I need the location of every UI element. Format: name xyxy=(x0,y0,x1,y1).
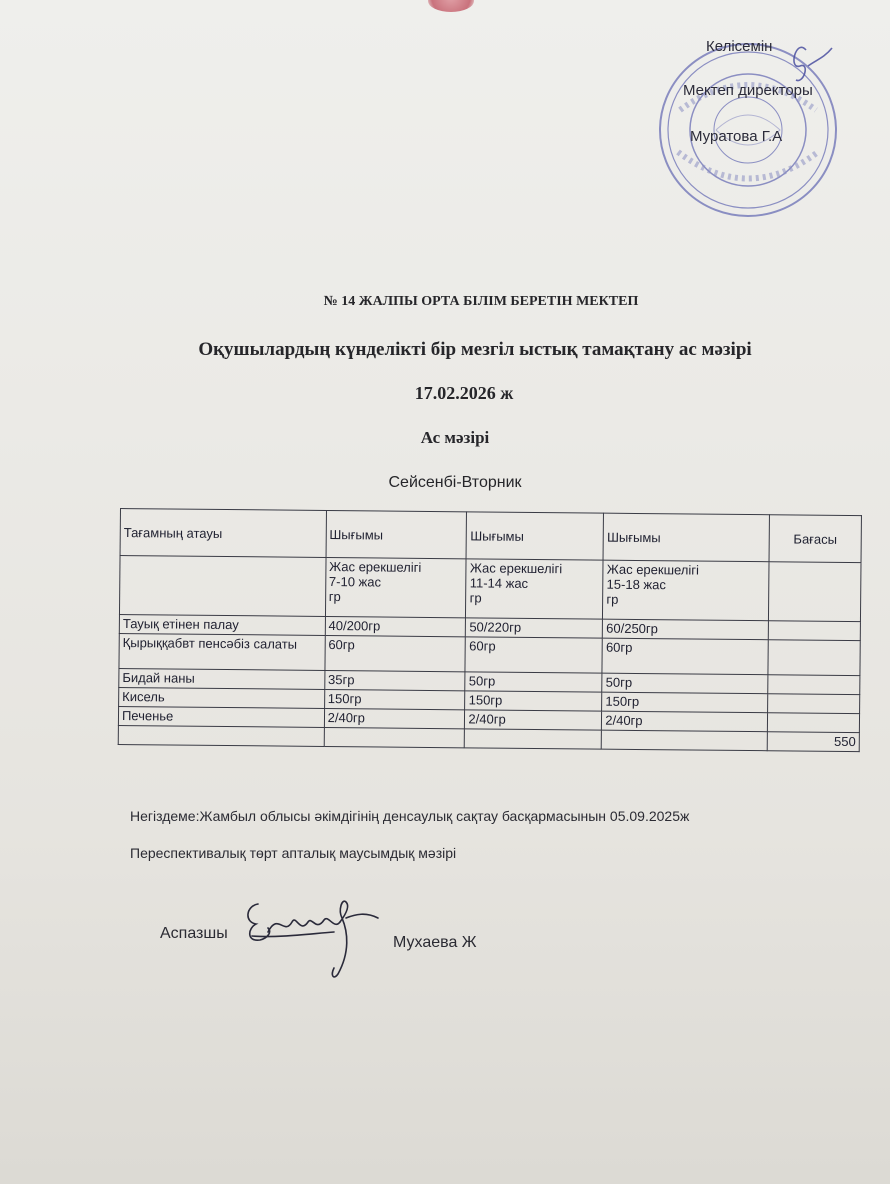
price-cell xyxy=(768,675,860,695)
approval-position: Мектеп директоры xyxy=(683,82,813,99)
age-range: 15-18 жас xyxy=(606,576,666,593)
age-group-cell xyxy=(466,559,603,619)
table-cell xyxy=(602,730,768,751)
approval-name: Муратова Г.А xyxy=(690,128,783,145)
menu-note: Переспективалық төрт апталық маусымдық мәзірі xyxy=(130,845,457,861)
table-header-row xyxy=(120,509,861,563)
portion-15-18: 150гр xyxy=(602,692,768,713)
portion-15-18: 60гр xyxy=(602,638,768,675)
column-header: Тағамның атауы xyxy=(120,509,326,558)
table-cell xyxy=(118,725,324,746)
approval-block xyxy=(0,0,890,160)
portion-15-18: 50гр xyxy=(602,673,768,694)
approval-agreed: Келісемін xyxy=(706,38,773,55)
signature-role: Аспазшы xyxy=(160,925,228,942)
age-range: 7-10 жас xyxy=(328,574,382,590)
menu-day: Сейсенбі-Вторник xyxy=(388,474,522,491)
dish-name: Тауық етінен палау xyxy=(119,614,325,635)
portion-7-10: 40/200гр xyxy=(325,616,466,636)
portion-11-14: 2/40гр xyxy=(465,710,602,730)
column-header: Бағасы xyxy=(769,515,861,563)
signature-name: Мухаева Ж xyxy=(393,934,477,951)
dish-name: Печенье xyxy=(118,706,324,727)
column-header: Шығымы xyxy=(603,513,769,562)
portion-7-10: 35гр xyxy=(324,670,465,690)
portion-7-10: 60гр xyxy=(325,635,466,671)
menu-table xyxy=(118,508,862,752)
age-group-label: Жас ерекшелігі xyxy=(469,560,563,577)
portion-11-14: 50/220гр xyxy=(466,618,603,638)
portion-11-14: 60гр xyxy=(465,637,602,673)
portion-7-10: 2/40гр xyxy=(324,708,465,728)
age-group-cell xyxy=(325,557,466,617)
age-group-label: Жас ерекшелігі xyxy=(329,559,422,575)
menu-label: Ас мәзірі xyxy=(420,428,490,447)
portion-15-18: 60/250гр xyxy=(603,619,769,640)
age-group-cell xyxy=(603,560,769,621)
age-range: 11-14 жас xyxy=(469,575,529,591)
table-cell xyxy=(769,562,861,622)
menu-date: 17.02.2026 ж xyxy=(414,383,514,403)
portion-7-10: 150гр xyxy=(324,689,465,709)
portion-15-18: 2/40гр xyxy=(602,711,768,732)
price-cell xyxy=(768,640,860,676)
total-price: 550 xyxy=(767,732,859,752)
table-cell xyxy=(119,556,325,617)
dish-name: Қырыққабвт пенсәбіз салаты xyxy=(119,633,325,670)
basis-note: Негіздеме:Жамбыл облысы әкімдігінің денсаулық сақтау басқармасынын 05.09.2025ж xyxy=(130,808,690,824)
price-cell xyxy=(768,621,860,641)
price-cell xyxy=(768,694,860,714)
unit: гр xyxy=(469,590,482,606)
age-group-label: Жас ерекшелігі xyxy=(606,561,700,578)
portion-11-14: 50гр xyxy=(465,672,602,692)
column-header: Шығымы xyxy=(467,512,604,560)
signature-icon xyxy=(238,892,388,982)
table-cell xyxy=(324,727,465,747)
age-group-row xyxy=(119,556,861,622)
page-title: Оқушылардың күнделікті бір мезгіл ыстық тамақтану ас мәзірі xyxy=(198,339,752,360)
dish-name: Бидай наны xyxy=(119,668,325,689)
school-name: № 14 ЖАЛПЫ ОРТА БІЛІМ БЕРЕТІН МЕКТЕП xyxy=(323,294,639,309)
table-cell xyxy=(465,729,602,749)
column-header: Шығымы xyxy=(326,510,467,558)
dish-name: Кисель xyxy=(119,687,325,708)
portion-11-14: 150гр xyxy=(465,691,602,711)
price-cell xyxy=(767,713,859,733)
unit: гр xyxy=(328,589,341,605)
unit: гр xyxy=(606,591,619,607)
